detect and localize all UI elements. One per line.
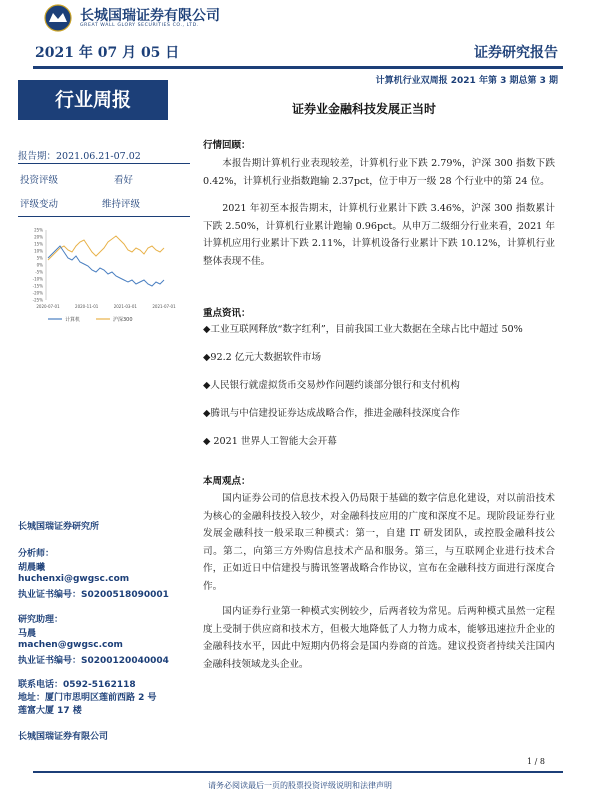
- x-tick-label: 2021-07-01: [152, 304, 176, 309]
- assistant-name: 马晨: [18, 629, 37, 639]
- market-review-text: [203, 155, 555, 270]
- news-item: ◆腾讯与中信建投证券达成战略合作，推进金融科技深度合作: [203, 408, 460, 419]
- report-date: 2021 年 07 月 05 日: [35, 45, 180, 61]
- news-heading: 重点资讯：: [203, 308, 251, 319]
- weekly-view-paragraph-2: 国内证券行业第一种模式实例较少，后两者较为常见。后两种模式虽然一定程度上受制于供应商和技术方，但极大地降低了人力物力成本，能够迅速拉升企业的金融科技水平，因此中短期内仍将会是国内券商的首选。建议投资者持续关注国内金融科技领域龙头企业。: [203, 606, 555, 670]
- weekly-view-text: [203, 490, 555, 673]
- legend-computer: 计算机: [65, 317, 81, 323]
- rating-label: 投资评级: [20, 175, 59, 186]
- contact-address-2: 莲富大厦 17 楼: [18, 706, 82, 716]
- rating-change-label: 评级变动: [20, 199, 59, 210]
- legend-hs300: 沪深300: [113, 317, 133, 323]
- y-tick-label: -25%: [32, 297, 43, 303]
- report-type-label: 证券研究报告: [474, 45, 558, 61]
- analyst-cert: 执业证书编号：S0200518090001: [18, 590, 169, 600]
- analyst-label: 分析师：: [18, 549, 55, 559]
- y-tick-label: 10%: [34, 248, 43, 254]
- performance-chart: [18, 222, 176, 332]
- assistant-cert: 执业证书编号：S0200120040004: [18, 656, 169, 666]
- analyst-email[interactable]: huchenxi@gwgsc.com: [18, 574, 130, 584]
- news-item: ◆工业互联网释放“数字红利”，目前我国工业大数据在全球占比中超过 50%: [203, 324, 523, 335]
- news-item: ◆人民银行就虚拟货币交易炒作问题约谈部分银行和支付机构: [203, 380, 460, 391]
- weekly-view-heading: 本周观点：: [203, 476, 251, 487]
- y-tick-label: -20%: [32, 290, 43, 296]
- header-divider: [33, 66, 563, 69]
- company-name-cn: 长城国瑞证券有限公司: [80, 8, 220, 24]
- news-item: ◆92.2 亿元大数据软件市场: [203, 352, 322, 363]
- news-item: ◆ 2021 世界人工智能大会开幕: [203, 436, 337, 447]
- weekly-report-badge: 行业周报: [18, 80, 168, 120]
- series-computer-line: [48, 246, 164, 286]
- market-review-heading: 行情回顾：: [203, 140, 251, 151]
- series-hs300-line: [48, 236, 164, 260]
- y-tick-label: -10%: [32, 276, 43, 282]
- page-title: 证券业金融科技发展正当时: [292, 102, 437, 116]
- y-tick-label: 0%: [36, 262, 43, 268]
- y-tick-label: -5%: [35, 269, 43, 275]
- y-tick-label: 5%: [36, 255, 43, 261]
- market-review-paragraph-1: 本报告期计算机行业表现较差，计算机行业下跌 2.79%，沪深 300 指数下跌 0.42%，计算机行业指数跑输 2.37pct，位于申万一级 28 个行业中的第 24 位。: [203, 158, 555, 187]
- rating-value: 看好: [114, 175, 134, 186]
- assistant-label: 研究助理：: [18, 615, 64, 625]
- y-tick-label: 15%: [34, 241, 43, 247]
- news-list: [203, 322, 555, 450]
- report-subtitle: 计算机行业双周报 2021 年第 3 期总第 3 期: [375, 76, 558, 86]
- assistant-email[interactable]: machen@gwgsc.com: [18, 640, 123, 650]
- y-tick-label: -15%: [32, 283, 43, 289]
- footer-divider: [33, 771, 563, 773]
- contact-address-1: 地址：厦门市思明区莲前西路 2 号: [18, 693, 157, 703]
- y-tick-label: 25%: [34, 227, 43, 233]
- company-logo-icon: [44, 4, 72, 32]
- contact-phone: 联系电话：0592-5162118: [18, 680, 136, 690]
- company-name-bottom: 长城国瑞证券有限公司: [18, 732, 109, 742]
- x-tick-label: 2020-11-01: [75, 304, 99, 309]
- y-tick-label: 20%: [34, 234, 43, 240]
- market-review-paragraph-2: 2021 年初至本报告期末，计算机行业累计下跌 3.46%，沪深 300 指数累计下跌 2.50%，计算机行业累计跑输 0.96pct。从申万二级细分行业来看，2021 年计算机应用行业累计下跌 2.11%，计算机设备行业累计下跌 10.12%，计算机行业整体表现不佳。: [203, 203, 555, 267]
- analyst-name: 胡晨曦: [18, 563, 46, 573]
- report-period: 报告期：2021.06.21-07.02: [18, 151, 141, 162]
- weekly-view-paragraph-1: 国内证券公司的信息技术投入仍局限于基础的数字信息化建设，对以前沿技术为核心的金融科技投入较少，对金融科技应用的广度和深度不足。现阶段证券行业发展金融科技一般采取三种模式：第一，自建 IT 研发团队，或控股金融科技公司。第二，向第三方外购信息技术产品和服务。第三，与互联网企业进行技术合作，正如近日中信建投与腾讯签署战略合作协议，宣布在金融科技方面进行深度合作。: [203, 493, 555, 592]
- rating-change-value: 维持评级: [102, 199, 141, 210]
- x-tick-label: 2020-07-01: [36, 304, 60, 309]
- rating-divider: [18, 216, 190, 217]
- company-name-en: GREAT WALL GLORY SECURITIES CO., LTD.: [80, 23, 199, 28]
- page-number: 1 / 8: [527, 757, 545, 766]
- footer-disclaimer: 请务必阅读最后一页的股票投资评级说明和法律声明: [208, 781, 392, 790]
- period-divider: [18, 163, 190, 164]
- research-institute: 长城国瑞证券研究所: [18, 522, 100, 532]
- x-tick-label: 2021-03-01: [113, 304, 137, 309]
